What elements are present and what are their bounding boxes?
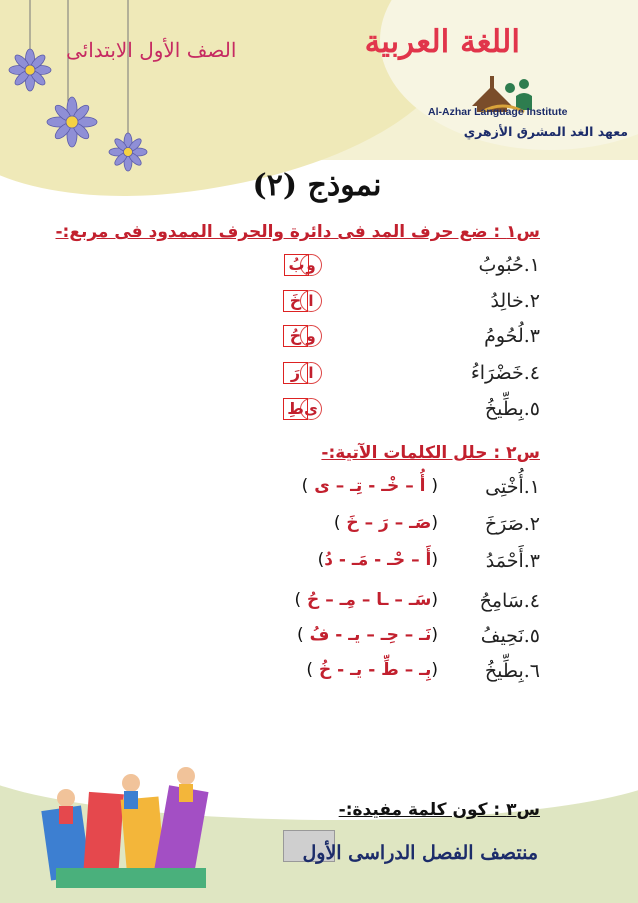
q1-item	[0, 325, 638, 353]
institute-name-ar: معهد الغد المشرق الأزهري	[463, 124, 628, 139]
question-1-title: س١ : ضع حرف المد فى دائرة والحرف الممدود فى مربع:-	[55, 222, 540, 242]
long-vowel-circle: و	[300, 254, 322, 276]
lengthened-letter-square: بُ	[284, 254, 309, 276]
q1-word: ٣.لُحُومُ	[484, 325, 540, 347]
flower-icon	[9, 0, 51, 91]
q1-item	[0, 290, 638, 318]
q1-word: ٢.خالِدُ	[490, 290, 540, 312]
q2-answer: (نَـ – حِـ – يـ - فُ )	[297, 625, 438, 645]
q1-item	[0, 254, 638, 282]
long-vowel-circle: ا	[300, 290, 322, 312]
q2-answer-text: أُ – خْـ - تِـ – ى	[314, 476, 426, 496]
q2-word: ٣.أَحْمَدُ	[485, 550, 540, 572]
long-vowel-circle: ى	[300, 398, 322, 420]
model-title: نموذج (٢)	[252, 168, 382, 203]
q2-word: ٦.بِطِّيخُ	[484, 660, 540, 682]
flower-decoration	[0, 0, 240, 200]
flower-icon	[109, 0, 147, 171]
lengthened-letter-square: طِ	[283, 398, 308, 420]
long-vowel-circle: و	[300, 325, 322, 347]
grade-label: الصف الأول الابتدائى	[66, 38, 237, 62]
q2-word: ٢.صَرَخَ	[484, 513, 540, 535]
q2-answer: (أَ – حْـ - مَـ - دُ)	[317, 550, 438, 570]
q1-word: ٤.خَضْرَاءُ	[470, 362, 540, 384]
q2-item	[0, 590, 638, 618]
question-3-title: س٣ : كون كلمة مفيدة:-	[338, 800, 540, 820]
q2-item	[0, 660, 638, 688]
lengthened-letter-square: رَ	[283, 362, 308, 384]
q2-word: ٤.سَامِحُ	[479, 590, 540, 612]
q2-answer-text: نَـ – حِـ – يـ - فُ	[309, 625, 432, 645]
footer-text: منتصف الفصل الدراسى الأول	[302, 842, 538, 864]
q2-item	[0, 513, 638, 541]
question-2-title: س٢ : حلل الكلمات الآتية:-	[321, 443, 540, 463]
flower-icon	[47, 0, 97, 147]
q2-item	[0, 625, 638, 653]
q2-word: ١.أُخْتِى	[485, 476, 540, 498]
q2-answer-text: بِـ – طِّ - يـ - خُ	[318, 660, 432, 680]
lengthened-letter-square: حُ	[283, 325, 308, 347]
q2-answer-text: سَـ – ـا – مِـ – حُ	[307, 590, 432, 610]
q1-item	[0, 362, 638, 390]
q2-answer: (بِـ – طِّ - يـ - خُ )	[306, 660, 438, 680]
q2-answer: (سَـ – ـا – مِـ – حُ )	[294, 590, 438, 610]
institute-name-en: Al-Azhar Language Institute	[428, 106, 568, 118]
q1-word: ١.حُبُوبُ	[478, 254, 540, 276]
children-books-illustration	[36, 738, 216, 898]
q2-item	[0, 550, 638, 578]
q2-word: ٥.نَحِيفُ	[480, 625, 540, 647]
q2-answer: (صَـ – رَ – خَ )	[333, 513, 438, 533]
q1-word: ٥.بِطِّيخُ	[484, 398, 540, 420]
q2-answer-text: أَ – حْـ - مَـ - دُ	[324, 550, 432, 570]
q2-answer: ( أُ – خْـ - تِـ – ى )	[301, 476, 438, 496]
lengthened-letter-square: خَ	[283, 290, 308, 312]
q2-answer-text: صَـ – رَ – خَ	[346, 513, 432, 533]
q2-item	[0, 476, 638, 504]
q1-item	[0, 398, 638, 426]
long-vowel-circle: ا	[300, 362, 322, 384]
subject-title: اللغة العربية	[364, 24, 520, 60]
